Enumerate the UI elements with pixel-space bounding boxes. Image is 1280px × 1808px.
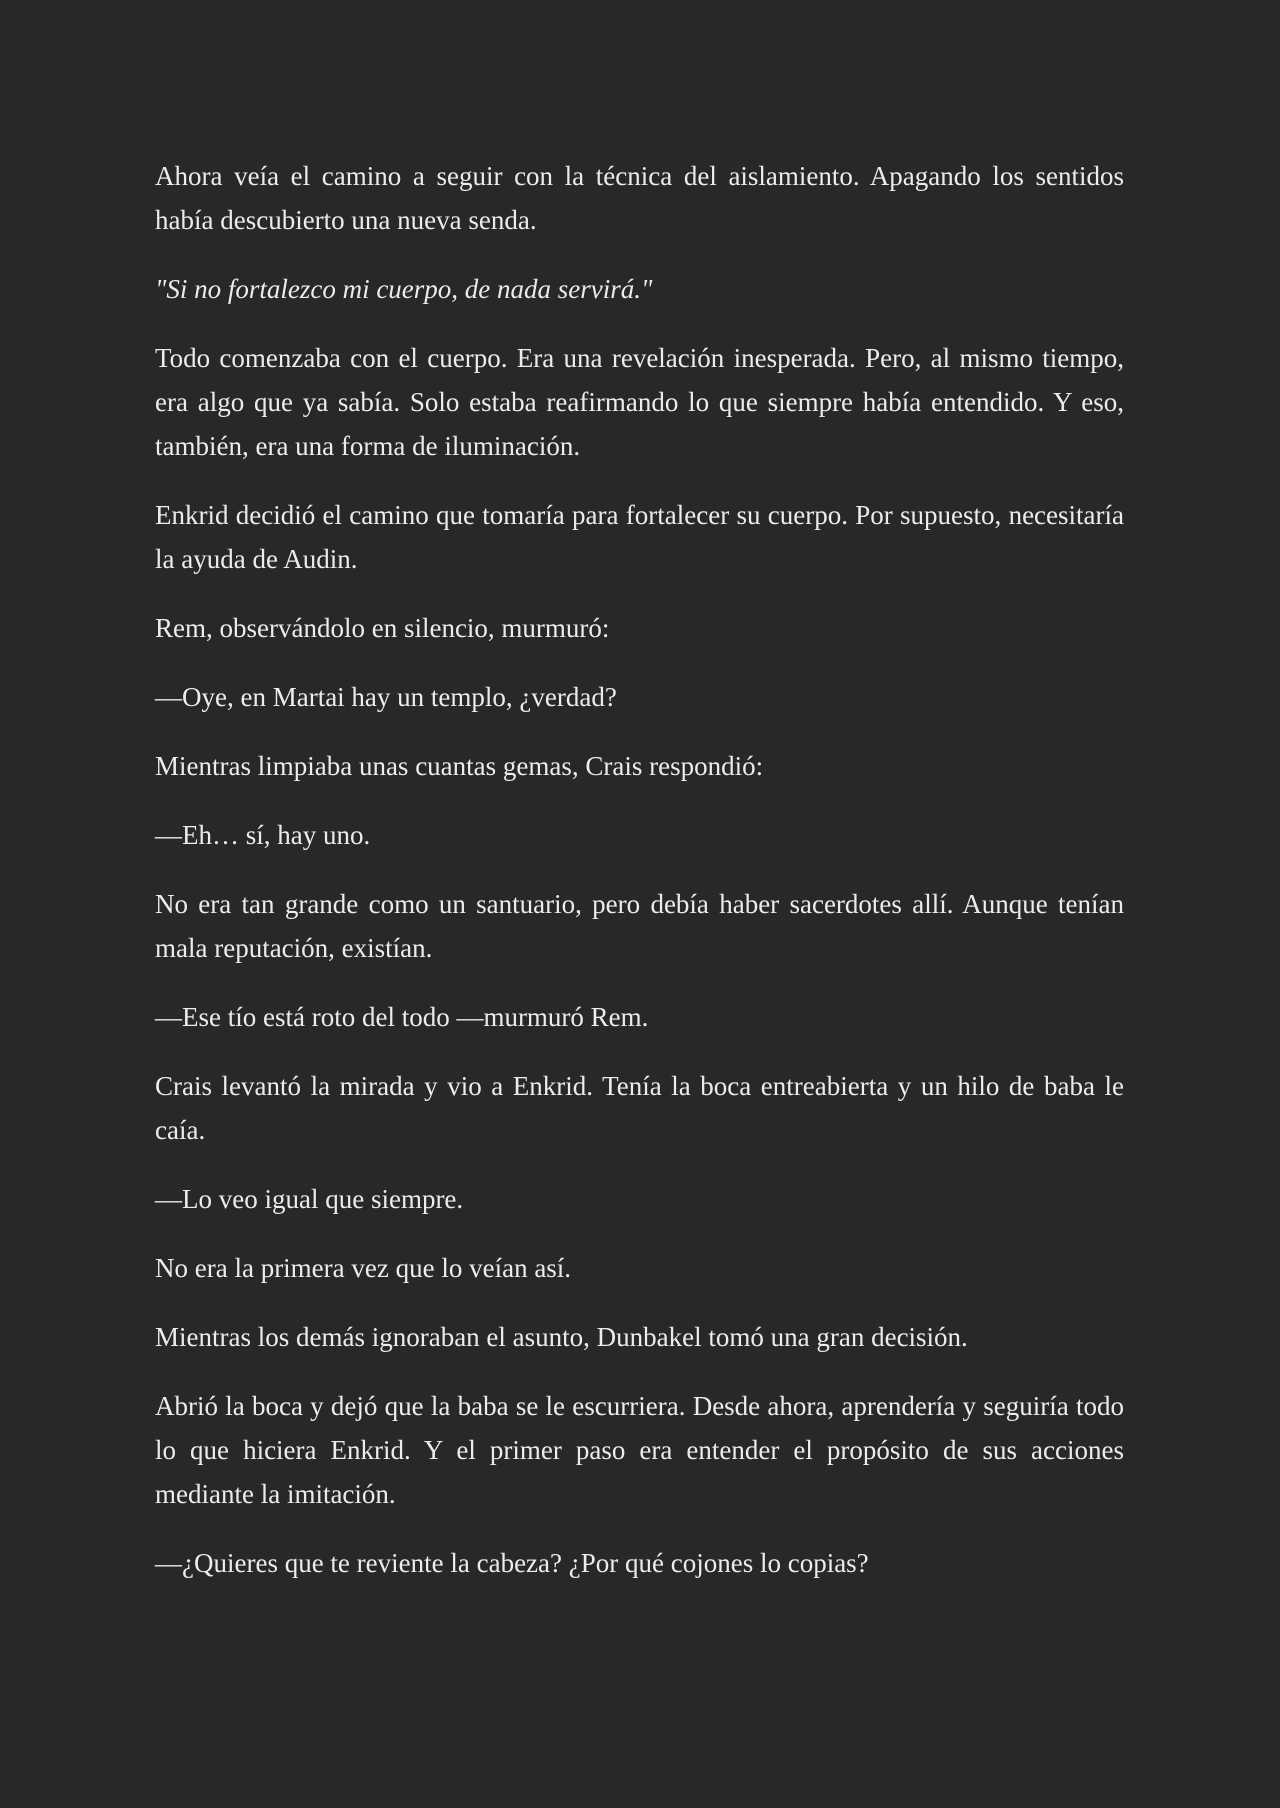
- paragraph-12-dialogue: —Lo veo igual que siempre.: [155, 1184, 464, 1214]
- paragraph-2-italic-thought: "Si no fortalezco mi cuerpo, de nada servirá.": [155, 274, 653, 304]
- paragraph-14: Mientras los demás ignoraban el asunto, Dunbakel tomó una gran decisión.: [155, 1322, 968, 1352]
- paragraph-16-dialogue: —¿Quieres que te reviente la cabeza? ¿Por qué cojones lo copias?: [155, 1548, 869, 1578]
- paragraph-1: Ahora veía el camino a seguir con la técnica del aislamiento. Apagando los sentidos había descubierto una nueva senda.: [155, 161, 1124, 235]
- paragraph-9: No era tan grande como un santuario, pero debía haber sacerdotes allí. Aunque tenían mala reputación, existían.: [155, 889, 1124, 963]
- paragraph-6-dialogue: —Oye, en Martai hay un templo, ¿verdad?: [155, 682, 617, 712]
- paragraph-15: Abrió la boca y dejó que la baba se le escurriera. Desde ahora, aprendería y seguiría todo lo que hiciera Enkrid. Y el primer paso era entender el propósito de sus acciones mediante la imitación.: [155, 1391, 1124, 1509]
- paragraph-3: Todo comenzaba con el cuerpo. Era una revelación inesperada. Pero, al mismo tiempo, era algo que ya sabía. Solo estaba reafirmando lo que siempre había entendido. Y eso, también, era una forma de iluminación.: [155, 343, 1124, 461]
- paragraph-10-dialogue: —Ese tío está roto del todo —murmuró Rem.: [155, 1002, 649, 1032]
- paragraph-5: Rem, observándolo en silencio, murmuró:: [155, 613, 610, 643]
- paragraph-8-dialogue: —Eh… sí, hay uno.: [155, 820, 371, 850]
- paragraph-13: No era la primera vez que lo veían así.: [155, 1253, 572, 1283]
- paragraph-4: Enkrid decidió el camino que tomaría para fortalecer su cuerpo. Por supuesto, necesitaría la ayuda de Audin.: [155, 500, 1124, 574]
- paragraph-7: Mientras limpiaba unas cuantas gemas, Crais respondió:: [155, 751, 764, 781]
- paragraph-11: Crais levantó la mirada y vio a Enkrid. Tenía la boca entreabierta y un hilo de baba le caía.: [155, 1071, 1124, 1145]
